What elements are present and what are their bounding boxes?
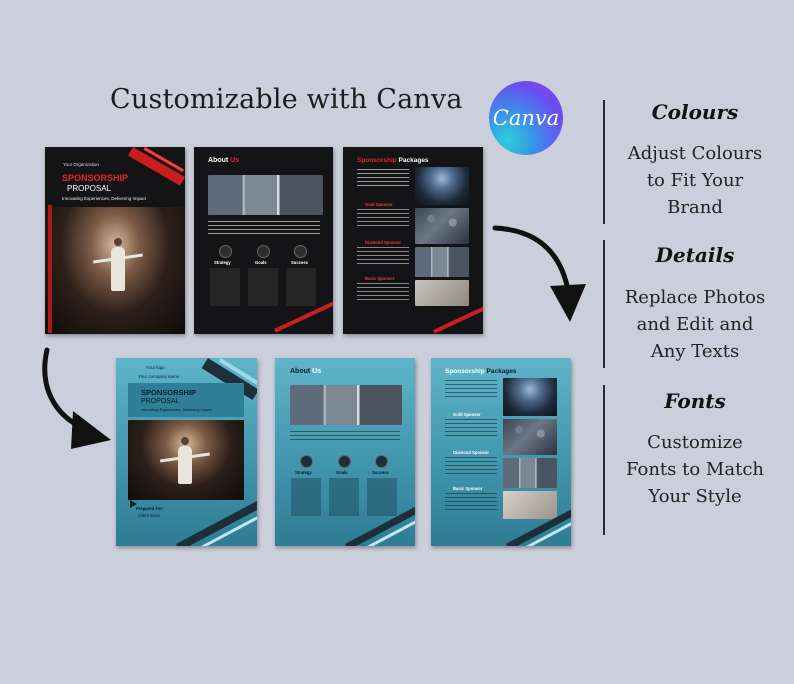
feature-body-fonts: Customize Fonts to Match Your Style (626, 432, 764, 507)
cover-tagline: Innovating Experiences, Delivering Impact (141, 408, 212, 412)
feature-title-colours: Colours (651, 100, 739, 124)
team-photo (208, 175, 323, 215)
teal-packages-page (431, 358, 571, 546)
col-label-goals: Goals (255, 260, 267, 265)
headline: Customizable with Canva (110, 84, 463, 115)
packages-title (445, 368, 517, 375)
dark-cover-page (45, 147, 185, 334)
intro-text-block (445, 380, 497, 400)
cover-title-red: SPONSORSHIP (62, 173, 129, 183)
tier-text-block (357, 247, 409, 267)
tier-diamond-label: Diamond Sponsor (365, 240, 402, 245)
about-title-white: About (290, 368, 311, 375)
success-icon (375, 455, 388, 468)
dark-about-page (194, 147, 333, 334)
goals-icon (257, 245, 270, 258)
laptop-photo (503, 491, 557, 519)
speaker-figure (111, 247, 125, 291)
red-frame-bar (48, 205, 52, 333)
tier-text-block (357, 209, 409, 229)
about-title-white: About (208, 157, 229, 164)
logo-placeholder: Your logo (146, 365, 165, 370)
teal-about-page (275, 358, 415, 546)
about-title (208, 157, 239, 164)
intro-text-block (208, 221, 320, 235)
cover-title-bold: SPONSORSHIP (141, 388, 197, 397)
tier-text-block (445, 493, 497, 513)
company-name: Your company name (138, 374, 180, 379)
team-photo (290, 385, 402, 425)
tier-text-block (357, 283, 409, 303)
col-box (210, 268, 240, 306)
success-icon (294, 245, 307, 258)
about-title-red: Us (312, 368, 322, 375)
feature-body-colours: Adjust Colours to Fit Your Brand (627, 143, 763, 218)
about-title-red: Us (230, 157, 240, 164)
strategy-icon (300, 455, 313, 468)
tier-text-block (445, 419, 497, 439)
tier-gold-label: Gold Sponsor (365, 202, 393, 207)
audience-photo (415, 208, 469, 244)
org-name: Your Organization (63, 162, 99, 167)
packages-title-red: Sponsorship (357, 157, 397, 164)
col-label-strategy: Strategy (295, 470, 312, 475)
packages-title-white: Packages (398, 157, 429, 164)
curved-arrow-icon (490, 220, 600, 330)
col-box (286, 268, 316, 306)
client-name: Client name (138, 513, 161, 518)
packages-title (357, 157, 429, 164)
teal-cover-page (116, 358, 257, 546)
prepared-for-label: Prepared For: (136, 506, 164, 511)
tier-basic-label: Basic Sponsor (453, 486, 483, 491)
strategy-icon (219, 245, 232, 258)
canva-logo: Canva (489, 81, 563, 155)
cover-title-white: PROPOSAL (67, 184, 112, 193)
feature-title-fonts: Fonts (664, 389, 726, 413)
packages-title-white: Sponsorship (445, 368, 485, 375)
cover-title-light: PROPOSAL (141, 398, 180, 405)
about-title (290, 368, 321, 375)
tier-basic-label: Basic Sponsor (365, 276, 395, 281)
col-box (291, 478, 321, 516)
feature-title-details: Details (655, 243, 735, 267)
col-label-goals: Goals (336, 470, 348, 475)
meeting-photo (415, 247, 469, 277)
tier-text-block (445, 457, 497, 477)
intro-text-block (290, 431, 400, 443)
event-photo (415, 167, 469, 205)
curved-arrow-icon (35, 345, 115, 455)
feature-body-details: Replace Photos and Edit and Any Texts (624, 287, 766, 362)
col-label-success: Success (291, 260, 308, 265)
col-box (248, 268, 278, 306)
tier-gold-label: Gold Sponsor (453, 412, 481, 417)
audience-photo (503, 419, 557, 455)
speaker-figure (178, 446, 192, 484)
col-box (367, 478, 397, 516)
tier-diamond-label: Diamond Sponsor (453, 450, 490, 455)
dark-packages-page (343, 147, 483, 334)
meeting-photo (503, 458, 557, 488)
cover-tagline: Innovating Experiences, Delivering Impact (62, 196, 147, 201)
col-label-success: Success (372, 470, 389, 475)
intro-text-block (357, 169, 409, 189)
event-photo (503, 378, 557, 416)
col-label-strategy: Strategy (214, 260, 231, 265)
col-box (329, 478, 359, 516)
laptop-photo (415, 280, 469, 306)
packages-title-red: Packages (486, 368, 517, 375)
goals-icon (338, 455, 351, 468)
